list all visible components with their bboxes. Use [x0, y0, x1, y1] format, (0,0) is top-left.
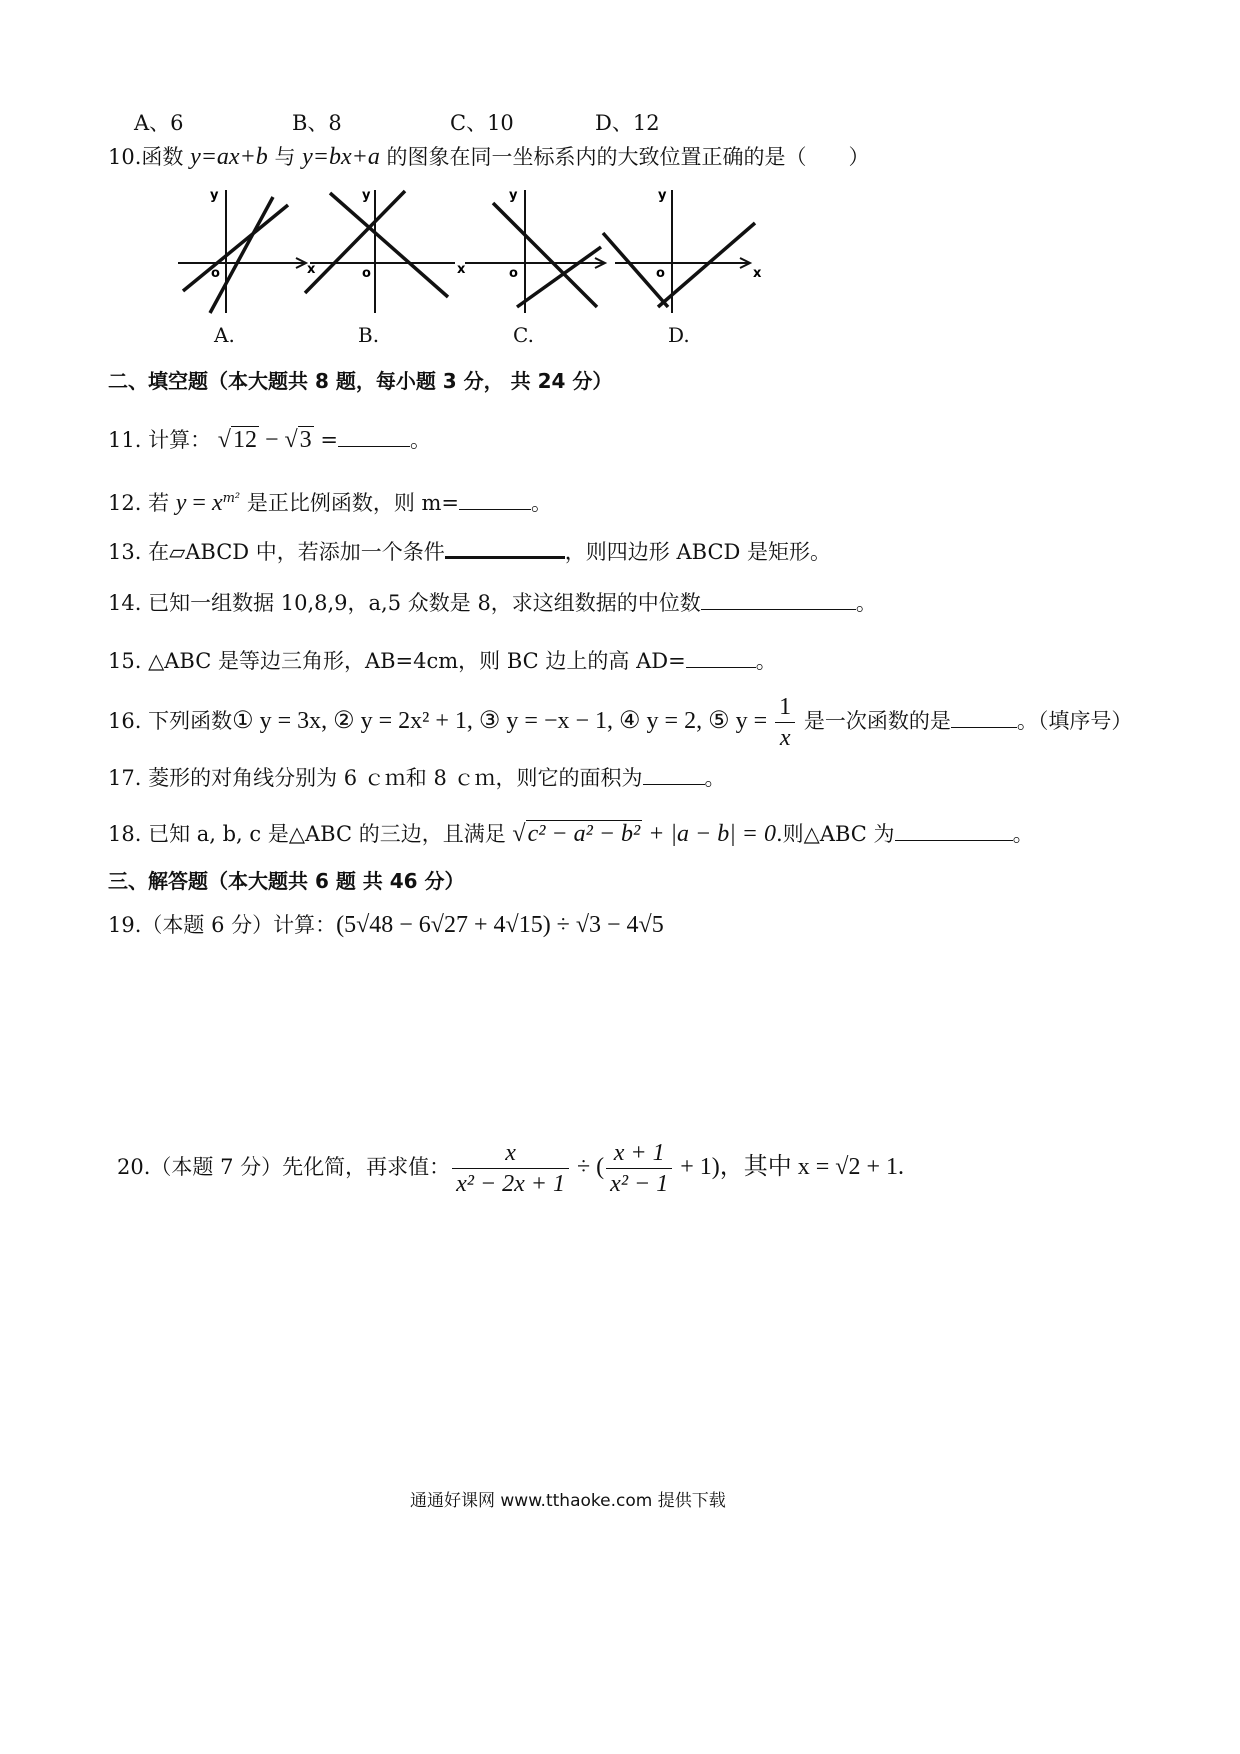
q15-answer-blank[interactable] — [686, 645, 756, 668]
graph-b-x-label: x — [307, 262, 316, 277]
q12-exponent: m² — [222, 491, 241, 506]
q16-label: 16. 下列函数 — [108, 709, 233, 733]
q18-text: 18. 已知 a, b, c 是△ABC 的三边，且满足 — [108, 822, 513, 846]
q12-eq: = — [186, 490, 212, 516]
q13-answer-blank[interactable] — [445, 534, 565, 559]
graph-d-x-label: x — [753, 266, 762, 281]
q19-text: 19.（本题 6 分）计算： — [108, 913, 337, 937]
q12-x: x — [211, 490, 223, 516]
q16-end: 。（填序号） — [1016, 709, 1133, 733]
q15 — [108, 645, 777, 676]
q20-tail: + 1)，其中 x = √2 + 1. — [674, 1154, 904, 1180]
graph-b-y-label: y — [362, 188, 371, 203]
q20-fraction-2 — [606, 1138, 672, 1199]
q13 — [108, 534, 831, 567]
graph-b-label: B. — [358, 323, 380, 347]
q14-text: 14. 已知一组数据 10,8,9，a,5 众数是 8，求这组数据的中位数 — [108, 591, 701, 615]
graph-c-line-1 — [493, 203, 597, 307]
graph-a-line-2 — [210, 197, 273, 313]
q16-rest: 是一次函数的是 — [797, 709, 951, 733]
q20-frac2-den: x² − 1 — [606, 1168, 672, 1199]
q11-eq: = — [313, 428, 338, 452]
graph-b — [300, 185, 470, 315]
q20-fraction-1 — [452, 1138, 569, 1199]
graph-d-y-label: y — [658, 188, 667, 203]
graph-c-y-label: y — [509, 188, 518, 203]
q16-functions: ① y = 3x, ② y = 2x² + 1, ③ y = −x − 1, ④ y = 2, ⑤ y = — [232, 708, 774, 734]
graph-a — [178, 185, 313, 315]
q11-label: 11. 计算： — [108, 428, 212, 452]
q16 — [108, 692, 1132, 753]
q12-label: 12. 若 — [108, 491, 176, 515]
q20-text: 20.（本题 7 分）先化简，再求值： — [117, 1155, 451, 1179]
q15-end: 。 — [755, 649, 777, 673]
q17 — [108, 762, 726, 793]
footer-text: 通通好课网 www.tthaoke.com 提供下载 — [410, 1491, 726, 1511]
q18-radicand: c² − a² − b² — [527, 821, 641, 847]
q16-frac-num: 1 — [779, 694, 792, 720]
q13-text: 13. 在▱ABCD 中，若添加一个条件 — [108, 540, 445, 564]
q10-func2: y=bx+a — [302, 144, 380, 170]
graph-b-x-label-right: x — [457, 262, 466, 277]
q14-end: 。 — [855, 591, 877, 615]
graph-d-origin: o — [656, 266, 665, 281]
q12 — [108, 484, 552, 518]
graph-b-line-1 — [305, 191, 405, 293]
q16-frac-den: x — [775, 722, 795, 753]
q16-answer-blank[interactable] — [951, 705, 1017, 728]
graph-c — [465, 185, 615, 315]
graph-b-origin: o — [362, 266, 371, 281]
q17-answer-blank[interactable] — [643, 762, 705, 785]
q18-end: 。 — [1012, 822, 1034, 846]
q11-end: 。 — [409, 428, 431, 452]
graph-d-label: D. — [668, 323, 690, 347]
q17-text: 17. 菱形的对角线分别为 6 ｃｍ和 8 ｃｍ，则它的面积为 — [108, 766, 643, 790]
q11-radicand-a: 12 — [232, 427, 257, 453]
q18: 18. 已知 a, b, c 是△ABC 的三边，且满足 √c² − a² − b² + |a − b| = 0.则△ABC 为 。 — [108, 818, 1034, 849]
q11-radicand-b: 3 — [299, 427, 312, 453]
q13-end: ，则四边形 ABCD 是矩形。 — [564, 540, 832, 564]
q17-end: 。 — [704, 766, 726, 790]
q10-text — [108, 142, 870, 172]
q19-expression: (5√48 − 6√27 + 4√15) ÷ √3 − 4√5 — [336, 912, 664, 938]
graph-a-label: A. — [214, 323, 235, 347]
graph-a-origin: o — [211, 266, 220, 281]
q18-answer-blank[interactable] — [895, 818, 1013, 841]
q20-frac2-num: x + 1 — [613, 1140, 665, 1166]
q9-option-b: B、8 — [292, 111, 342, 135]
section-2-heading: 二、填空题（本大题共 8 题，每小题 3 分， 共 24 分） — [108, 369, 613, 393]
graph-c-origin: o — [509, 266, 518, 281]
q20-div: ÷ ( — [571, 1154, 605, 1180]
q20-frac1-num: x — [505, 1140, 516, 1166]
q14-answer-blank[interactable] — [701, 587, 856, 610]
q20-frac1-den: x² − 2x + 1 — [452, 1168, 569, 1199]
section-3-heading: 三、解答题（本大题共 6 题 共 46 分） — [108, 869, 465, 893]
q9-option-c: C、10 — [450, 111, 514, 135]
q11-minus: − — [258, 427, 285, 453]
q9-option-d: D、12 — [595, 111, 660, 135]
q14 — [108, 587, 877, 618]
q10-suffix: 的图象在同一坐标系内的大致位置正确的是（ ） — [379, 145, 870, 169]
q11-answer-blank[interactable] — [338, 424, 410, 447]
q9-option-a: A、6 — [134, 111, 184, 135]
q12-answer-blank[interactable] — [459, 487, 531, 510]
q12-end: 。 — [531, 491, 553, 515]
graph-a-y-label: y — [210, 188, 219, 203]
graph-d — [600, 185, 770, 315]
q19 — [108, 910, 664, 940]
q12-rest: 是正比例函数，则 m= — [240, 491, 460, 515]
graph-c-label: C. — [513, 323, 534, 347]
q15-text: 15. △ABC 是等边三角形，AB=4cm，则 BC 边上的高 AD= — [108, 649, 686, 673]
q10-prefix: 10.函数 — [108, 145, 191, 169]
q10-func1: y=ax+b — [190, 144, 268, 170]
q20 — [117, 1138, 904, 1199]
q10-mid: 与 — [267, 145, 303, 169]
q18-abs: + |a − b| = 0 — [642, 821, 776, 847]
graph-a-line-1 — [183, 205, 288, 291]
q12-y: y — [175, 490, 187, 516]
q18-rest: .则△ABC 为 — [776, 822, 895, 846]
q11: 11. 计算： √12 − √3 = 。 — [108, 424, 431, 455]
q16-fraction — [775, 692, 795, 753]
